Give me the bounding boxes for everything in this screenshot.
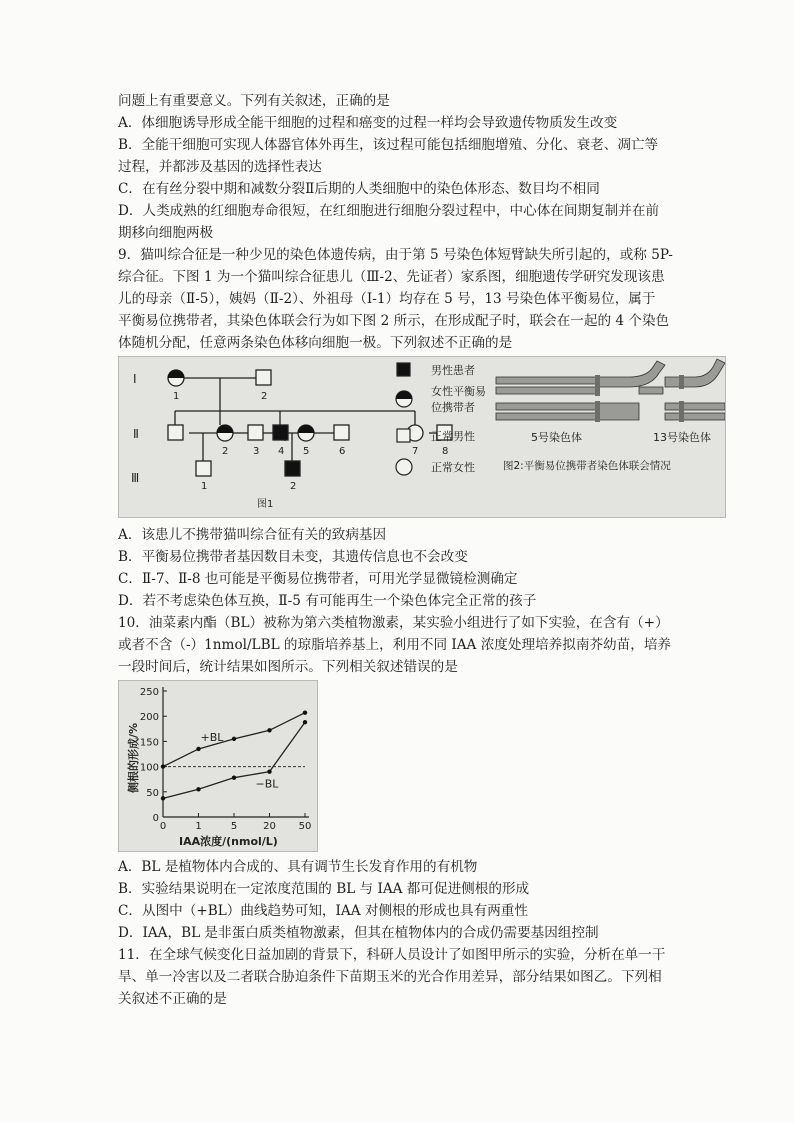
exam-page xyxy=(118,90,711,1010)
q9-option-d: D．若不考虑染色体互换，Ⅱ-5 有可能再生一个染色体完全正常的孩子 xyxy=(118,593,537,609)
pedigree-figure xyxy=(118,356,726,518)
q10-options xyxy=(118,856,678,944)
individual-II-5 xyxy=(298,425,314,441)
chart-x-tick-label: 1 xyxy=(195,821,202,832)
ind-number: 4 xyxy=(278,446,285,457)
chart-series-line xyxy=(163,722,305,798)
chart-y-tick-label: 150 xyxy=(139,737,159,749)
chr13-label: 13号染色体 xyxy=(653,431,711,444)
q11-stem xyxy=(118,944,678,1010)
text-line: 11．在全球气候变化日益加剧的背景下，科研人员设计了如图甲所示的实验，分析在单一干 xyxy=(118,947,666,963)
legend-affected-male: 男性患者 xyxy=(431,364,475,377)
q8-continuation xyxy=(118,90,678,244)
text-line: 9．猫叫综合征是一种少见的染色体遗传病，由于第 5 号染色体短臂缺失所引起的，或称 5P- xyxy=(118,247,673,263)
individual-II-3 xyxy=(248,425,263,440)
chart-point xyxy=(232,737,236,741)
figure2-caption: 图2:平衡易位携带者染色体联会情况 xyxy=(503,460,671,472)
gen-label-I: Ⅰ xyxy=(133,372,137,386)
q10-stem xyxy=(118,612,678,678)
ind-number: 3 xyxy=(253,446,260,457)
ind-number: 2 xyxy=(222,446,229,457)
individual-I-2 xyxy=(256,370,271,385)
q9-stem xyxy=(118,244,678,354)
individual-II-1 xyxy=(168,425,183,440)
chart-x-tick-label: 50 xyxy=(298,821,312,832)
q9-option-a: A．该患儿不携带猫叫综合征有关的致病基因 xyxy=(118,527,387,543)
q10-option-a: A．BL 是植物体内合成的、具有调节生长发育作用的有机物 xyxy=(118,859,478,875)
chart-y-tick-label: 200 xyxy=(139,712,159,724)
individual-I-1 xyxy=(168,370,184,386)
legend-normal-male: 正常男性 xyxy=(431,430,475,443)
chart-point xyxy=(267,769,271,773)
legend-normal-female-symbol xyxy=(396,459,412,475)
q8-option-d-cont: 期移向细胞两极 xyxy=(118,225,214,241)
iaa-line-chart xyxy=(119,681,317,851)
text-line: 问题上有重要意义。下列有关叙述，正确的是 xyxy=(118,93,390,109)
q9-option-c: C．Ⅱ-7、Ⅱ-8 也可能是平衡易位携带者，可用光学显微镜检测确定 xyxy=(118,571,518,587)
text-line: 或者不含（-）1nmol/LBL 的琼脂培养基上，利用不同 IAA 浓度处理培养拟南芥幼苗，培养 xyxy=(118,637,672,653)
iaa-chart-figure xyxy=(118,680,318,852)
chart-point xyxy=(196,747,200,751)
chart-point xyxy=(232,775,236,779)
chart-ylabel: 侧根的形成/% xyxy=(127,722,140,793)
text-line: 一段时间后，统计结果如图所示。下列相关叙述错误的是 xyxy=(118,659,458,675)
legend-carrier-female-l2: 位携带者 xyxy=(431,401,475,414)
chart-y-tick-label: 100 xyxy=(139,762,159,774)
q8-option-b-cont: 过程，并都涉及基因的选择性表达 xyxy=(118,159,322,175)
q10-option-b: B．实验结果说明在一定浓度范围的 BL 与 IAA 都可促进侧根的形成 xyxy=(118,881,530,897)
q9-option-b: B．平衡易位携带者基因数目未变，其遗传信息也不会改变 xyxy=(118,549,468,565)
ind-number: 6 xyxy=(339,446,346,457)
gen-label-III: Ⅲ xyxy=(131,471,140,485)
chart-point xyxy=(303,720,307,724)
chart-series-label: −BL xyxy=(255,777,279,791)
individual-II-2 xyxy=(217,425,233,441)
legend-carrier-female-symbol xyxy=(396,391,412,407)
chart-x-tick-label: 20 xyxy=(263,821,276,832)
pedigree-diagram xyxy=(119,357,725,517)
legend-affected-male-symbol xyxy=(397,363,410,376)
text-line: 体随机分配，任意两条染色体移向细胞一极。下列叙述不正确的是 xyxy=(118,335,513,351)
legend-normal-female: 正常女性 xyxy=(431,461,475,474)
chart-point xyxy=(303,710,307,714)
individual-III-2 xyxy=(285,461,300,476)
ind-number: 2 xyxy=(261,391,268,402)
chart-point xyxy=(267,728,271,732)
chr5-label: 5号染色体 xyxy=(531,431,582,444)
text-line: 10．油菜素内酯（BL）被称为第六类植物激素，某实验小组进行了如下实验，在含有（+） xyxy=(118,615,669,631)
chart-point xyxy=(161,764,165,768)
q10-option-c: C．从图中（+BL）曲线趋势可知，IAA 对侧根的形成也具有两重性 xyxy=(118,903,528,919)
ind-number: 8 xyxy=(442,446,449,457)
chart-x-tick-label: 5 xyxy=(230,821,238,832)
gen-label-II: Ⅱ xyxy=(133,427,139,441)
legend-normal-male-symbol xyxy=(397,429,410,442)
ind-number: 1 xyxy=(173,391,180,402)
text-line: 儿的母亲（Ⅱ-5），姨妈（Ⅱ-2）、外祖母（Ⅰ-1）均存在 5 号，13 号染色体平衡易位，属于 xyxy=(118,291,656,307)
chart-point xyxy=(161,796,165,800)
q9-options xyxy=(118,524,678,612)
q8-option-a: A．体细胞诱导形成全能干细胞的过程和癌变的过程一样均会导致遗传物质发生改变 xyxy=(118,115,618,131)
legend-carrier-female-l1: 女性平衡易 xyxy=(431,385,486,398)
text-line: 平衡易位携带者，其染色体联会行为如下图 2 所示，在形成配子时，联会在一起的 4 个染色 xyxy=(118,313,670,329)
text-line: 综合征。下图 1 为一个猫叫综合征患儿（Ⅲ-2、先证者）家系图，细胞遗传学研究发现该患 xyxy=(118,269,665,285)
individual-II-4 xyxy=(273,425,288,440)
q8-option-d: D．人类成熟的红细胞寿命很短，在红细胞进行细胞分裂过程中，中心体在间期复制并在前 xyxy=(118,203,660,219)
text-line: 关叙述不正确的是 xyxy=(118,991,227,1007)
ind-number: 1 xyxy=(201,481,208,492)
ind-number: 2 xyxy=(290,481,297,492)
chart-series-label: +BL xyxy=(200,730,224,744)
chart-y-tick-label: 0 xyxy=(152,813,159,824)
chart-x-tick-label: 0 xyxy=(159,821,167,832)
individual-II-6 xyxy=(334,425,349,440)
ind-number: 5 xyxy=(303,446,310,457)
chart-y-tick-label: 250 xyxy=(139,687,159,698)
q8-option-b: B．全能干细胞可实现人体器官体外再生，该过程可能包括细胞增殖、分化、衰老、凋亡等 xyxy=(118,137,659,153)
chart-y-tick-label: 50 xyxy=(146,787,159,799)
text-line: 旱、单一冷害以及二者联合胁迫条件下苗期玉米的光合作用差异，部分结果如图乙。下列相 xyxy=(118,969,662,985)
ind-number: 7 xyxy=(412,446,419,457)
chart-xlabel: IAA浓度/(nmol/L) xyxy=(179,835,278,848)
chart-point xyxy=(196,787,200,791)
q8-option-c: C．在有丝分裂中期和减数分裂Ⅱ后期的人类细胞中的染色体形态、数目均不相同 xyxy=(118,181,600,197)
figure1-caption: 图1 xyxy=(257,499,274,510)
q10-option-d: D．IAA，BL 是非蛋白质类植物激素，但其在植物体内的合成仍需要基因组控制 xyxy=(118,925,599,941)
individual-III-1 xyxy=(196,461,211,476)
